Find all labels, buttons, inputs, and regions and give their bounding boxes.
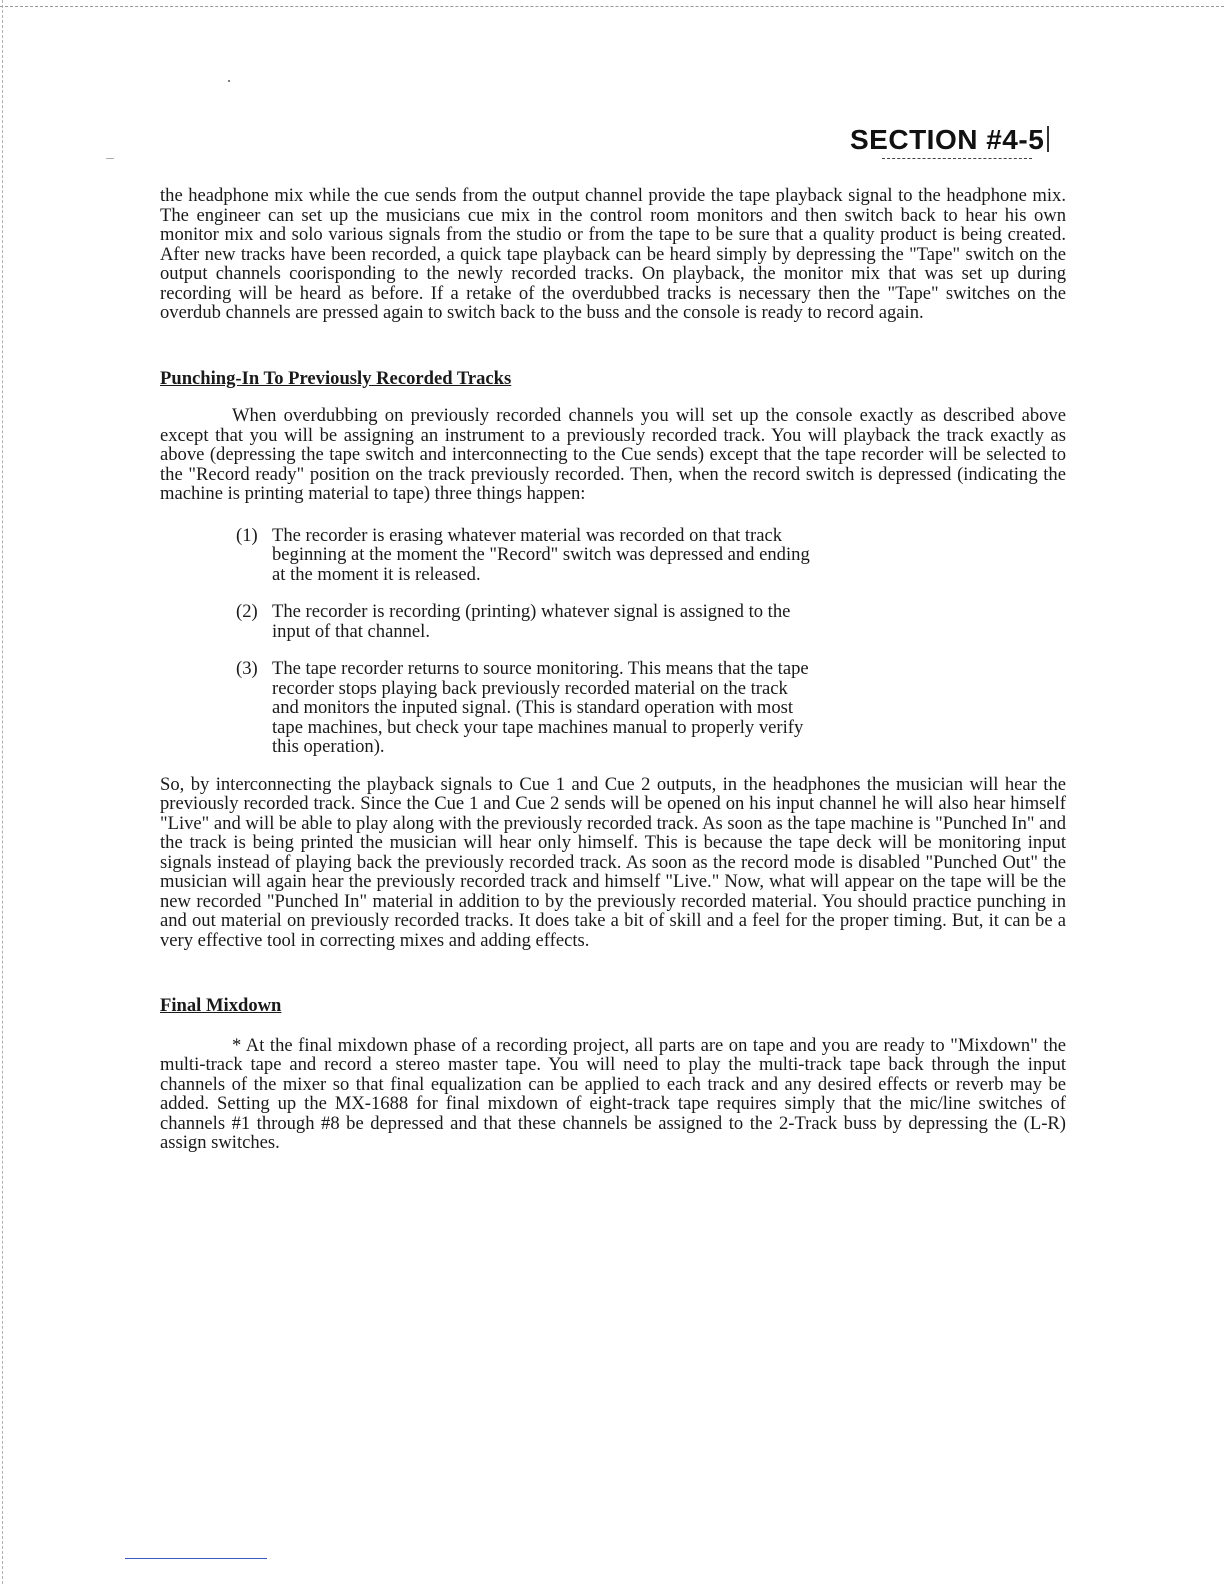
scan-edge-left — [2, 0, 3, 1584]
punching-list — [160, 526, 1066, 757]
punching-heading: Punching-In To Previously Recorded Tracks — [160, 367, 512, 389]
list-item-number: (1) — [236, 524, 258, 546]
list-item-text: The recorder is erasing whatever material was recorded on that track beginning at the moment the "Record" switch was depressed and ending at the moment it is released. — [272, 524, 810, 585]
mixdown-paragraph: * At the final mixdown phase of a recording project, all parts are on tape and you are ready to "Mixdown" the multi-track tape and record a stereo master tape. You will need to play the multi-track tape back through the input channels of the mixer so that final equalization can be applied to each track and any desired effects or reverb may be added. Setting up the MX-1688 for final mixdown of eight-track tape requires simply that the mic/line switches of channels #1 through #8 be depressed and that these channels be assigned to the 2-Track buss by depressing the (L-R) assign switches. — [160, 1034, 1066, 1153]
list-item — [236, 659, 816, 757]
punching-closing-paragraph: So, by interconnecting the playback signals to Cue 1 and Cue 2 outputs, in the headphones the musician will hear the previously recorded track. Since the Cue 1 and Cue 2 sends will be opened on his input channel he will also hear himself "Live" and will be able to play along with the previously recorded track. As soon as the tape machine is "Punched In" and the track is being printed the musician will hear only himself. This is because the tape deck will be monitoring input signals instead of playing back the previously recorded track. As soon as the record mode is disabled "Punched Out" the musician will again hear the previously recorded track and himself "Live." Now, what will appear on the tape will be the new recorded "Punched In" material in addition to by the previously recorded material. You should practice punching in and out material on previously recorded tracks. It does take a bit of skill and a feel for the proper timing. But, it can be a very effective tool in correcting mixes and adding effects. — [160, 773, 1066, 951]
list-item-number: (2) — [236, 601, 258, 622]
section-label: SECTION #4-5 — [850, 124, 1045, 155]
list-item-text: The recorder is recording (printing) whatever signal is assigned to the input of that channel. — [272, 601, 791, 642]
section-header — [850, 124, 1080, 160]
scan-edge-top — [0, 6, 1224, 7]
scan-speck — [228, 80, 230, 82]
page-body — [160, 186, 1066, 1153]
intro-paragraph: the headphone mix while the cue sends from the output channel provide the tape playback signal to the headphone mix. The engineer can set up the musicians cue mix in the control room monitors and then switch back to hear his own monitor mix and solo various signals from the studio or from the tape to be sure that a quality product is being created. After new tracks have been recorded, a quick tape playback can be heard simply by depressing the "Tape" switch on the output channels coorisponding to the newly recorded tracks. On playback, the monitor mix that was set up during recording will be heard as before. If a retake of the overdubbed tracks is necessary then the "Tape" switches on the overdub channels are pressed again to switch back to the buss and the console is ready to record again. — [160, 185, 1066, 323]
list-item — [236, 526, 816, 585]
punching-paragraph: When overdubbing on previously recorded channels you will set up the console exactly as described above except that you will be assigning an instrument to a previously recorded track. You will playback the track exactly as above (depressing the tape switch and interconnecting to the Cue sends) except that the tape recorder will be selected to the "Record ready" position on the track previously recorded. Then, when the record switch is depressed (indicating the machine is printing material to tape) three things happen: — [160, 405, 1066, 504]
list-item-number: (3) — [236, 658, 258, 679]
footer-rule — [125, 1558, 267, 1559]
mixdown-heading: Final Mixdown — [160, 995, 282, 1016]
scan-speck — [106, 158, 114, 159]
section-rule — [882, 158, 1032, 159]
list-item — [236, 602, 816, 641]
header-bar — [1047, 126, 1049, 152]
list-item-text: The tape recorder returns to source monitoring. This means that the tape recorder stops playing back previously recorded material on the track and monitors the inputed signal. (This is standard operation with most tape machines, but check your tape machines manual to properly verify this operation). — [272, 658, 809, 757]
